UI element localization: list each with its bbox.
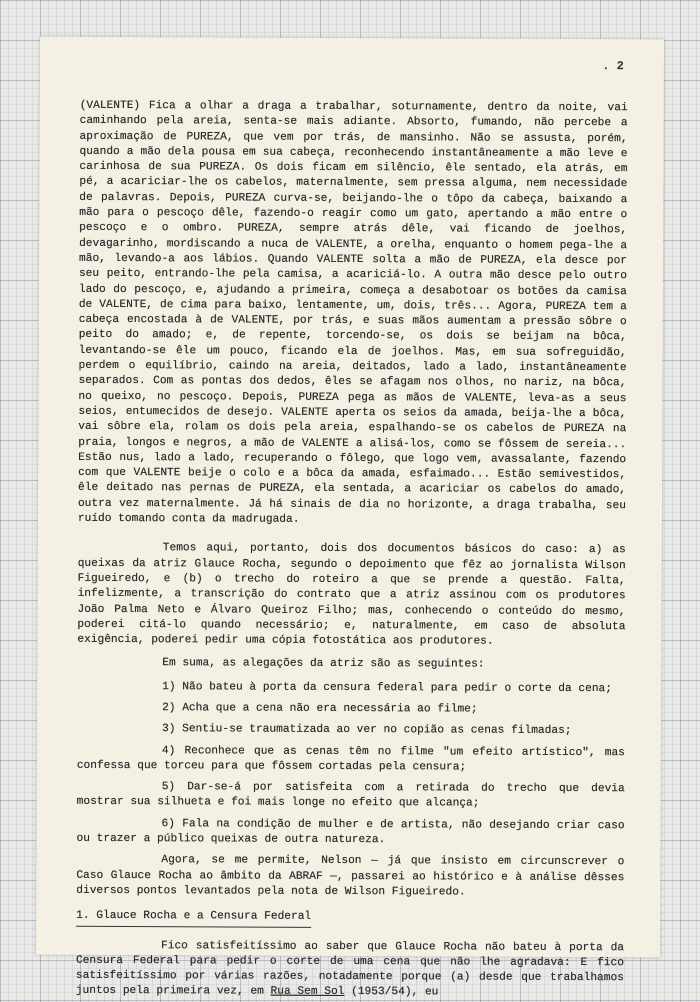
script-excerpt-paragraph: (VALENTE) Fica a olhar a draga a trabalhar, soturnamente, dentro da noite, vai caminhando pela areia, senta-se mais adiante. Absorto, fumando, não percebe a aproximação de PUREZA, que vem por trás, de mansinho. Não se assusta, porém, quando a mão dela pousa em sua cabeça, reconhecendo instantâneamente a mão leve e carinhosa de sua PUREZA. Os dois ficam em silêncio, êle sentado, ela atrás, em pé, a acariciar-lhe os cabelos, maternalmente, sem pressa alguma, nem necessidade de palavras. Depois, PUREZA curva-se, beijando-lhe o tôpo da cabeça, baixando a mão para o pescoço dêle, fazendo-o reagir como um gato, apertando a mão entre o pescoço e o ombro. PUREZA, sempre atrás dêle, vai ficando de joelhos, devagarinho, mordiscando a nuca de VALENTE, a orelha, enquanto o homem pega-lhe a mão, levando-a aos lábios. Quando VALENTE solta a mão de PUREZA, ela desce por seu peito, entrando-lhe pela camisa, a acariciá-lo. A outra mão desce pelo outro lado do pescoço, e, ajudando a primeira, começa a desabotoar os botões da camisa de VALENTE, de cima para baixo, lentamente, um, dois, três... Agora, PUREZA tem a cabeça encostada à de VALENTE, por trás, e suas mãos aumentam a pressão sôbre o peito do amado; e, de repente, torcendo-se, os dois se beijam na bôca, levantando-se êle um pouco, ficando ela de joelhos. Mas, em sua sofreguidão, perdem o equilíbrio, caindo na areia, deitados, lado a lado, instantâneamente separados. Com as pontas dos dedos, êles se afagam nos olhos, no nariz, na bôca, no queixo, no pescoço. Depois, PUREZA pega as mãos de VALENTE, leva-as a seus seios, entumecidos de desejo. VALENTE aperta os seios da amada, beija-lhe a bôca, vai sôbre ela, rolam os dois pela areia, espalhando-se os cabelos de PUREZA na praia, longos e negros, a mão de VALENTE a alisá-los, como se fôssem de sereia... Estão nus, lado a lado, recuperando o fôlego, que logo vem, avassalante, fazendo com que VALENTE beije o colo e a bôca da amada, esfaimado... Estão semivestidos, êle deitado nas pernas de PUREZA, ela sentada, a acariciar os cabelos do amado, outra vez maternalmente. Já há sinais de dia no horizonte, a draga trabalha, seu ruído tomando conta da madrugada.: [77, 99, 628, 526]
allegation-item: 5) Dar-se-á por satisfeita com a retirada do trecho que devia mostrar sua silhueta e foi mais longe no efeito que alcança;: [76, 781, 625, 811]
allegation-item: 1) Não bateu à porta da censura federal para pedir o corte da cena;: [162, 680, 613, 695]
typewritten-page: [36, 37, 664, 999]
documents-paragraph: Temos aqui, portanto, dois dos documentos básicos do caso: a) as queixas da atriz Glauce Rocha, segundo o depoimento que fêz ao jornalista Wilson Figueiredo, e (b) o trecho do roteiro a que se prende a questão. Falta, infelizmente, a transcrição do contrato que a atriz assinou com os produtores João Palma Neto e Álvaro Queiroz Filho; mas, conhecendo o conteúdo do mesmo, poderei citá-lo quando necessário; e, naturalmente, em caso de absoluta exigência, poderei pedir uma cópia fotostática aos produtores.: [77, 542, 626, 648]
closing-paragraph: Agora, se me permite, Nelson — já que insisto em circunscrever o Caso Glauce Rocha ao âmbito da ABRAF —, passarei ao histórico e à análise dêsses diversos pontos levantados pela nota de Wilson Figueiredo.: [76, 854, 625, 899]
allegation-item: 4) Reconhece que as cenas têm no filme "um efeito artístico", mas confessa que torceu para que fôssem cortadas pela censura;: [76, 744, 625, 774]
section-text-before: Fico satisfeitíssimo ao saber que Glauce Rocha não bateu à porta da Censura Federal para pedir o corte de uma cena que não lhe agradava: E fico satisfeitíssimo por várias razões, notadamente porque (a) desde que trabalhamos juntos pela primeira vez, em: [75, 939, 625, 999]
section-paragraph: [76, 938, 624, 1002]
allegation-item: 2) Acha que a cena não era necessária ao filme;: [162, 702, 478, 716]
underlined-film-title: Rua Sem Sol: [270, 986, 345, 999]
page-number: . 2: [602, 59, 624, 74]
allegation-item: 6) Fala na condição de mulher e de artista, não desejando criar caso ou trazer a público queixas de outra natureza.: [76, 817, 625, 847]
page-body: [76, 99, 628, 1002]
summary-intro: Em suma, as alegações da atriz são as seguintes:: [162, 657, 485, 671]
section-text-after: (1953/54), eu: [344, 986, 439, 999]
section-heading: 1. Glauce Rocha e a Censura Federal: [76, 909, 311, 927]
allegations-list: [76, 679, 625, 849]
allegation-item: 3) Sentiu-se traumatizada ao ver no copião as cenas filmadas;: [161, 723, 572, 738]
